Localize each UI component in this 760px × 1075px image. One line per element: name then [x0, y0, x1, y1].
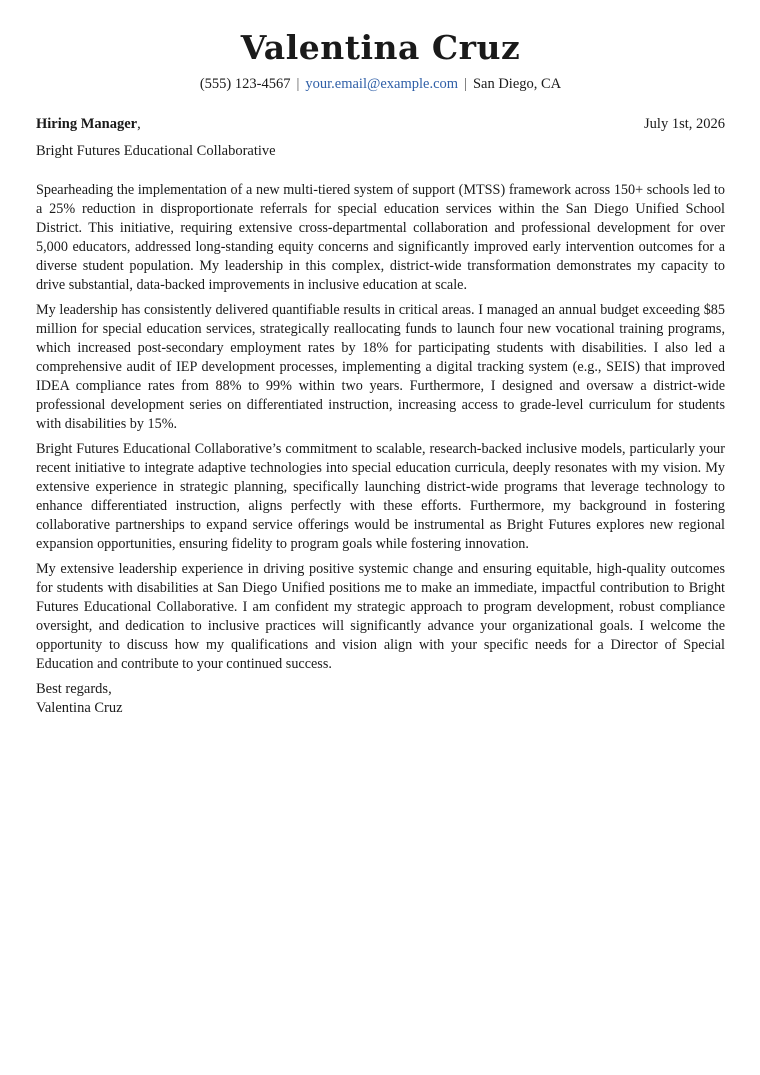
phone-number: (555) 123-4567 [199, 76, 291, 92]
signature-name: Valentina Cruz [36, 700, 123, 716]
recipient-date-row [36, 115, 725, 133]
contact-line [36, 75, 725, 93]
recipient-name-suffix: , [137, 116, 141, 132]
closing-salutation: Best regards, [36, 681, 112, 697]
applicant-name: Valentina Cruz [240, 28, 521, 67]
body-paragraph: Spearheading the implementation of a new multi-tiered system of support (MTSS) framework across 150+ schools led to a 25% reduction in disproportionate referrals for special education services within the San Diego Unified School District. This initiative, requiring extensive cross-departmental collaboration and professional development for over 5,000 educators, addressed long-standing equity concerns and significantly improved early intervention outcomes for a diverse student population. My leadership in this complex, district-wide transformation demonstrates my capacity to drive substantial, data-backed improvements in inclusive education at scale. [36, 182, 725, 293]
body-paragraph: My leadership has consistently delivered quantifiable results in critical areas. I managed an annual budget exceeding $85 million for special education services, strategically reallocating funds to launch four new vocational training programs, which increased post-secondary employment rates by 18% for participating students with disabilities. I also led a comprehensive audit of IEP development processes, implementing a digital tracking system (e.g., SEIS) that improved IDEA compliance rates from 88% to 99% within two years. Furthermore, I designed and oversaw a district-wide professional development series on differentiated instruction, increasing access to grade-level curriculum for students with disabilities by 15%. [36, 302, 725, 432]
cover-letter-page [36, 28, 725, 718]
letter-body [36, 181, 725, 674]
location: San Diego, CA [472, 76, 562, 92]
email-link[interactable]: your.email@example.com [305, 76, 459, 92]
contact-separator: | [464, 76, 467, 92]
letter-closing [36, 680, 725, 718]
body-paragraph: My extensive leadership experience in driving positive systemic change and ensuring equitable, high-quality outcomes for students with disabilities at San Diego Unified positions me to make an immediate, impactful contribution to Bright Futures Educational Collaborative. I am confident my strategic approach to program development, robust compliance oversight, and dedication to inclusive practices will significantly advance your organizational goals. I welcome the opportunity to discuss how my qualifications and vision align with your specific needs for a Director of Special Education and contribute to your continued success. [36, 561, 725, 672]
contact-separator: | [296, 76, 300, 92]
recipient-line [36, 115, 141, 133]
recipient-company: Bright Futures Educational Collaborative [36, 143, 276, 159]
letter-date: July 1st, 2026 [644, 116, 725, 132]
body-paragraph: Bright Futures Educational Collaborative’s commitment to scalable, research-backed inclusive models, particularly your recent initiative to integrate adaptive technologies into special education curricula, deeply resonates with my vision. My extensive experience in strategic planning, specifically launching district-wide programs that leverage technology to enhance differentiated instruction, aligns perfectly with these efforts. Furthermore, my background in fostering collaborative partnerships to expand service offerings would be instrumental as Bright Futures explores new regional expansion opportunities, ensuring fidelity to program goals while fostering innovation. [36, 441, 725, 552]
recipient-name: Hiring Manager [36, 116, 138, 132]
